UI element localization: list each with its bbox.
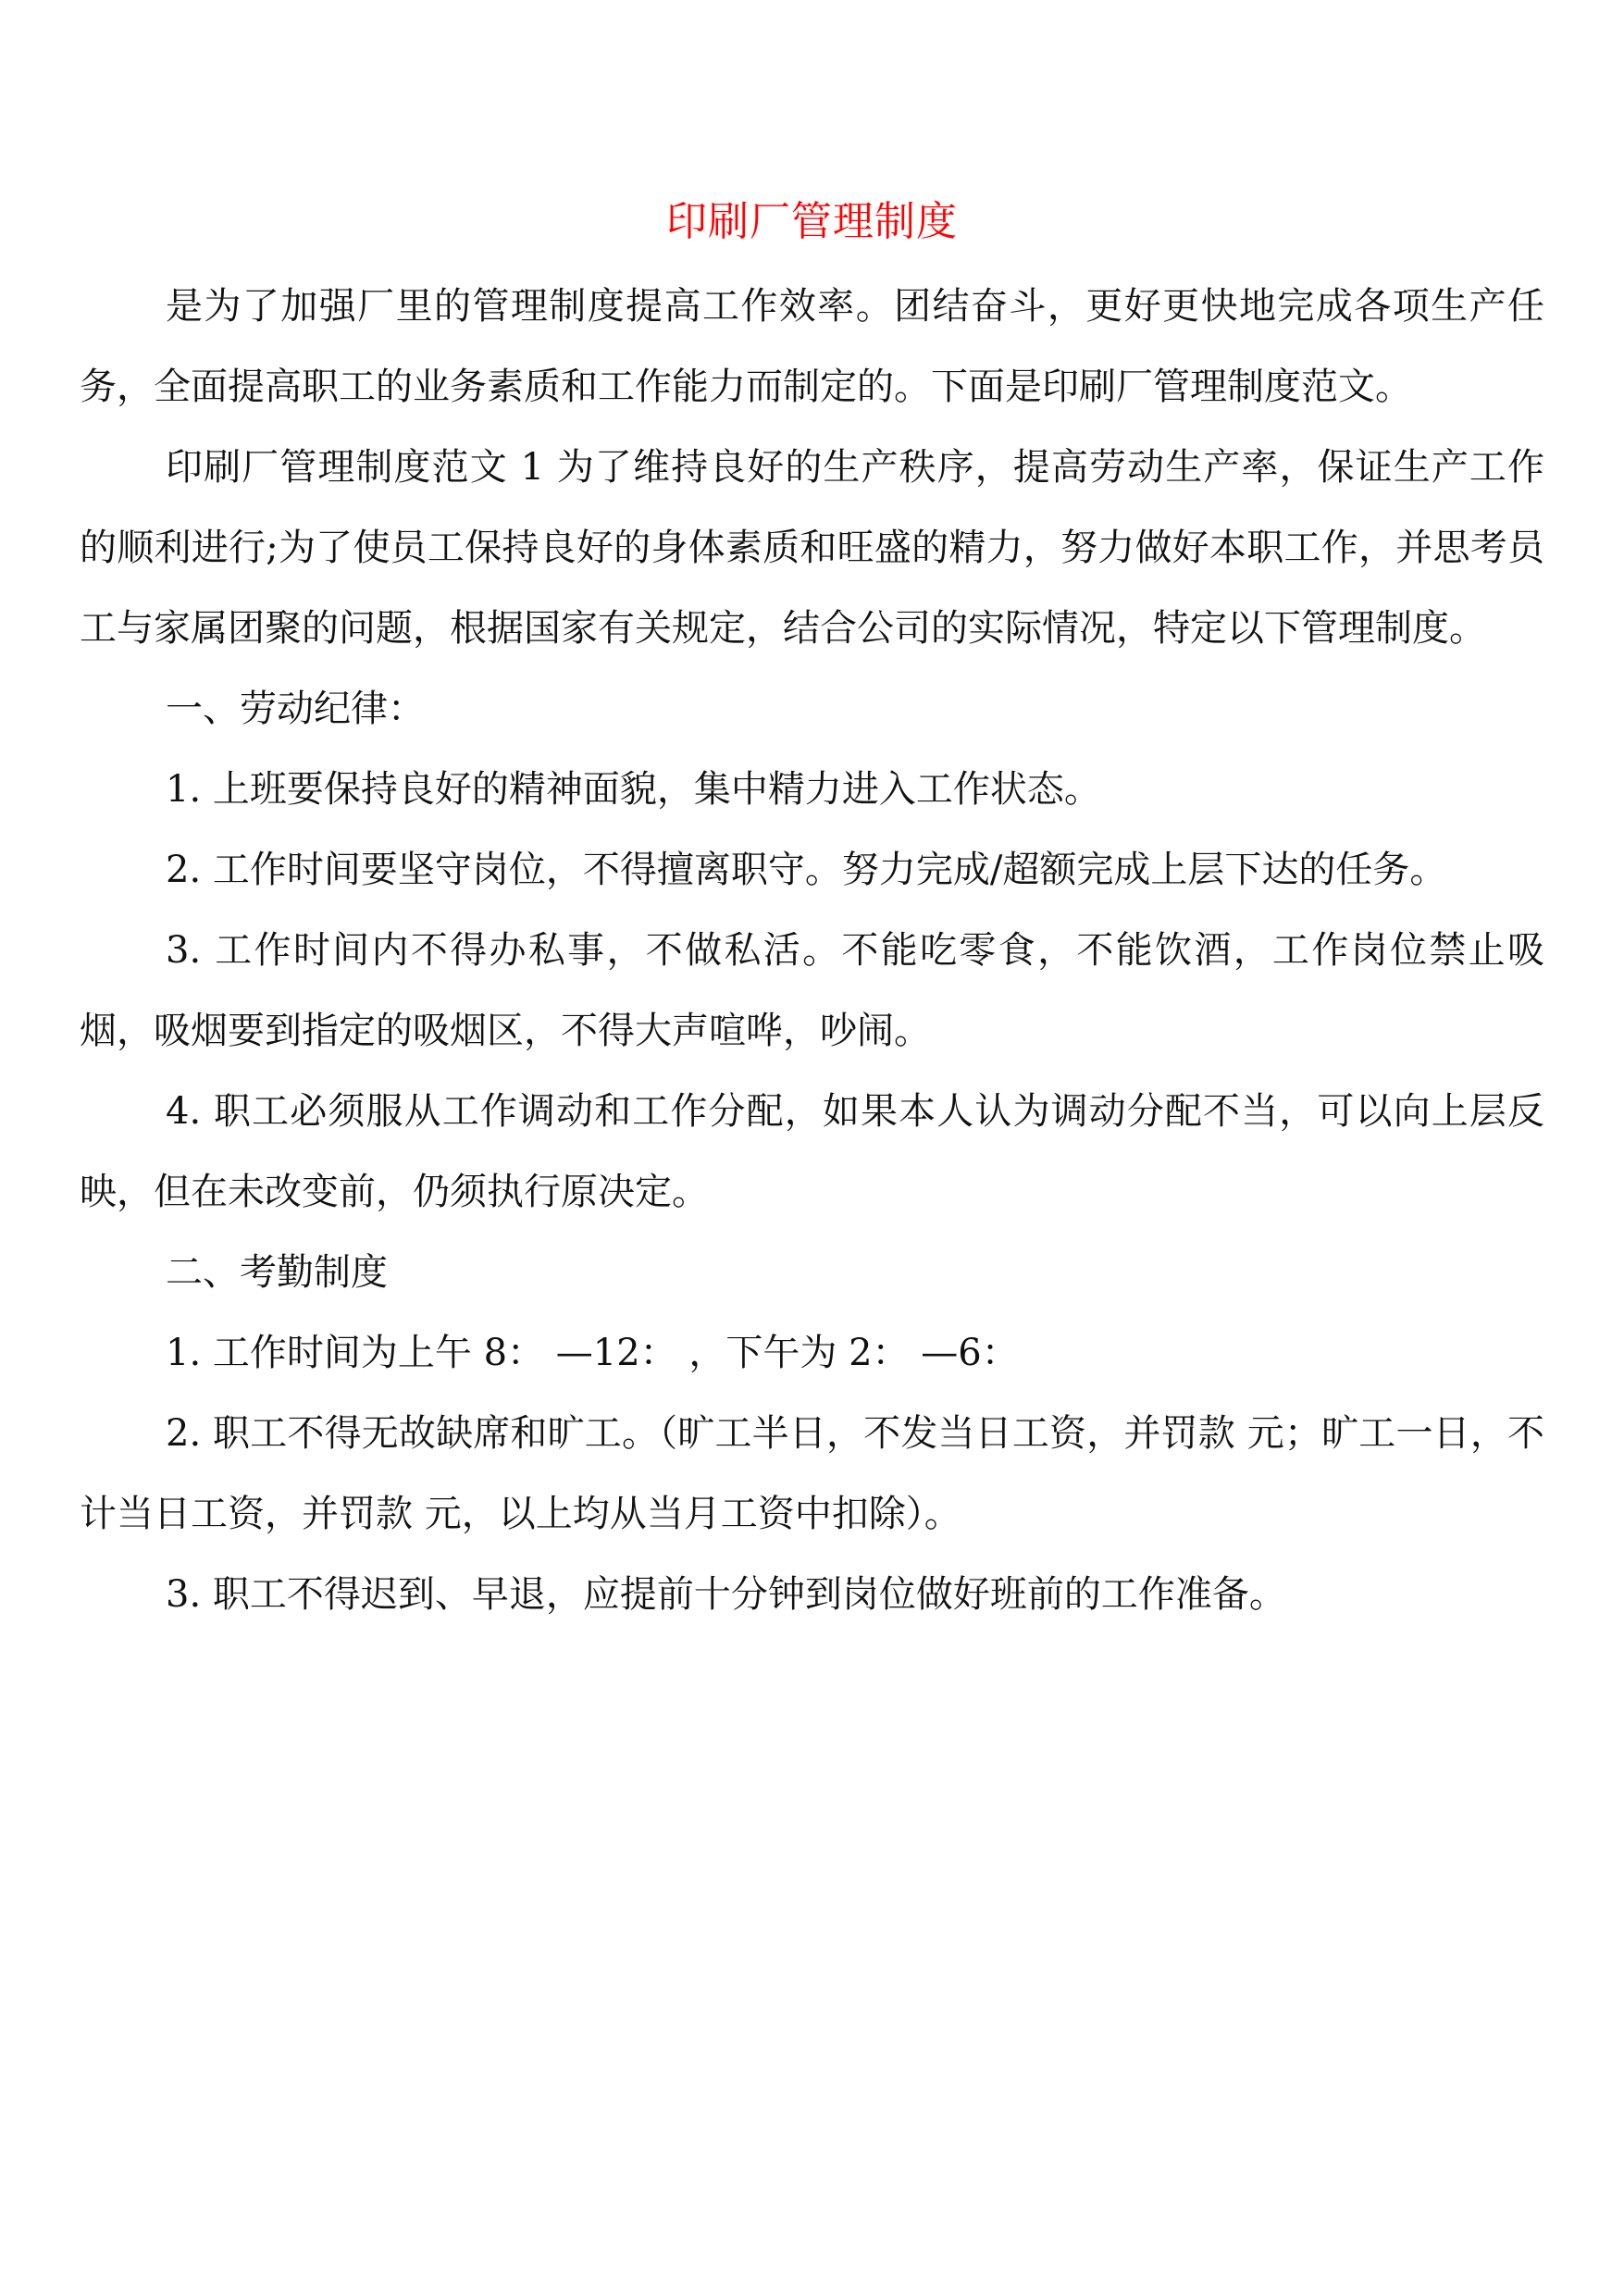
section-heading-labor-discipline: 一、劳动纪律： <box>166 688 425 730</box>
labor-rule-4: 4. 职工必须服从工作调动和工作分配，如果本人认为调动分配不当，可以向上层反映，但在未改变前，仍须执行原决定。 <box>80 1090 1544 1213</box>
attendance-rule-3: 3. 职工不得迟到、早退，应提前十分钟到岗位做好班前的工作准备。 <box>166 1573 1286 1616</box>
attendance-rule-2: 2. 职工不得无故缺席和旷工。（旷工半日，不发当日工资，并罚款 元；旷工一日，不计当日工资，并罚款 元，以上均从当月工资中扣除）。 <box>80 1412 1544 1535</box>
sample-1-paragraph: 印刷厂管理制度范文 1 为了维持良好的生产秩序，提高劳动生产率，保证生产工作的顺利进行;为了使员工保持良好的身体素质和旺盛的精力，努力做好本职工作，并思考员工与家属团聚的问题，根据国家有关规定，结合公司的实际情况，特定以下管理制度。 <box>80 446 1544 650</box>
labor-rule-3: 3. 工作时间内不得办私事，不做私活。不能吃零食，不能饮酒，工作岗位禁止吸烟，吸烟要到指定的吸烟区，不得大声喧哗，吵闹。 <box>80 929 1544 1052</box>
section-heading-attendance: 二、考勤制度 <box>166 1251 388 1294</box>
labor-rule-1: 1. 上班要保持良好的精神面貌，集中精力进入工作状态。 <box>166 768 1101 811</box>
attendance-rule-1: 1. 工作时间为上午 8： —12： ，下午为 2： —6： <box>166 1332 1019 1374</box>
labor-rule-2: 2. 工作时间要坚守岗位，不得擅离职守。努力完成/超额完成上层下达的任务。 <box>166 849 1447 891</box>
document-title: 印刷厂管理制度 <box>666 198 958 245</box>
intro-paragraph: 是为了加强厂里的管理制度提高工作效率。团结奋斗，更好更快地完成各项生产任务，全面提高职工的业务素质和工作能力而制定的。下面是印刷厂管理制度范文。 <box>80 285 1544 408</box>
document-body <box>80 267 1544 1635</box>
